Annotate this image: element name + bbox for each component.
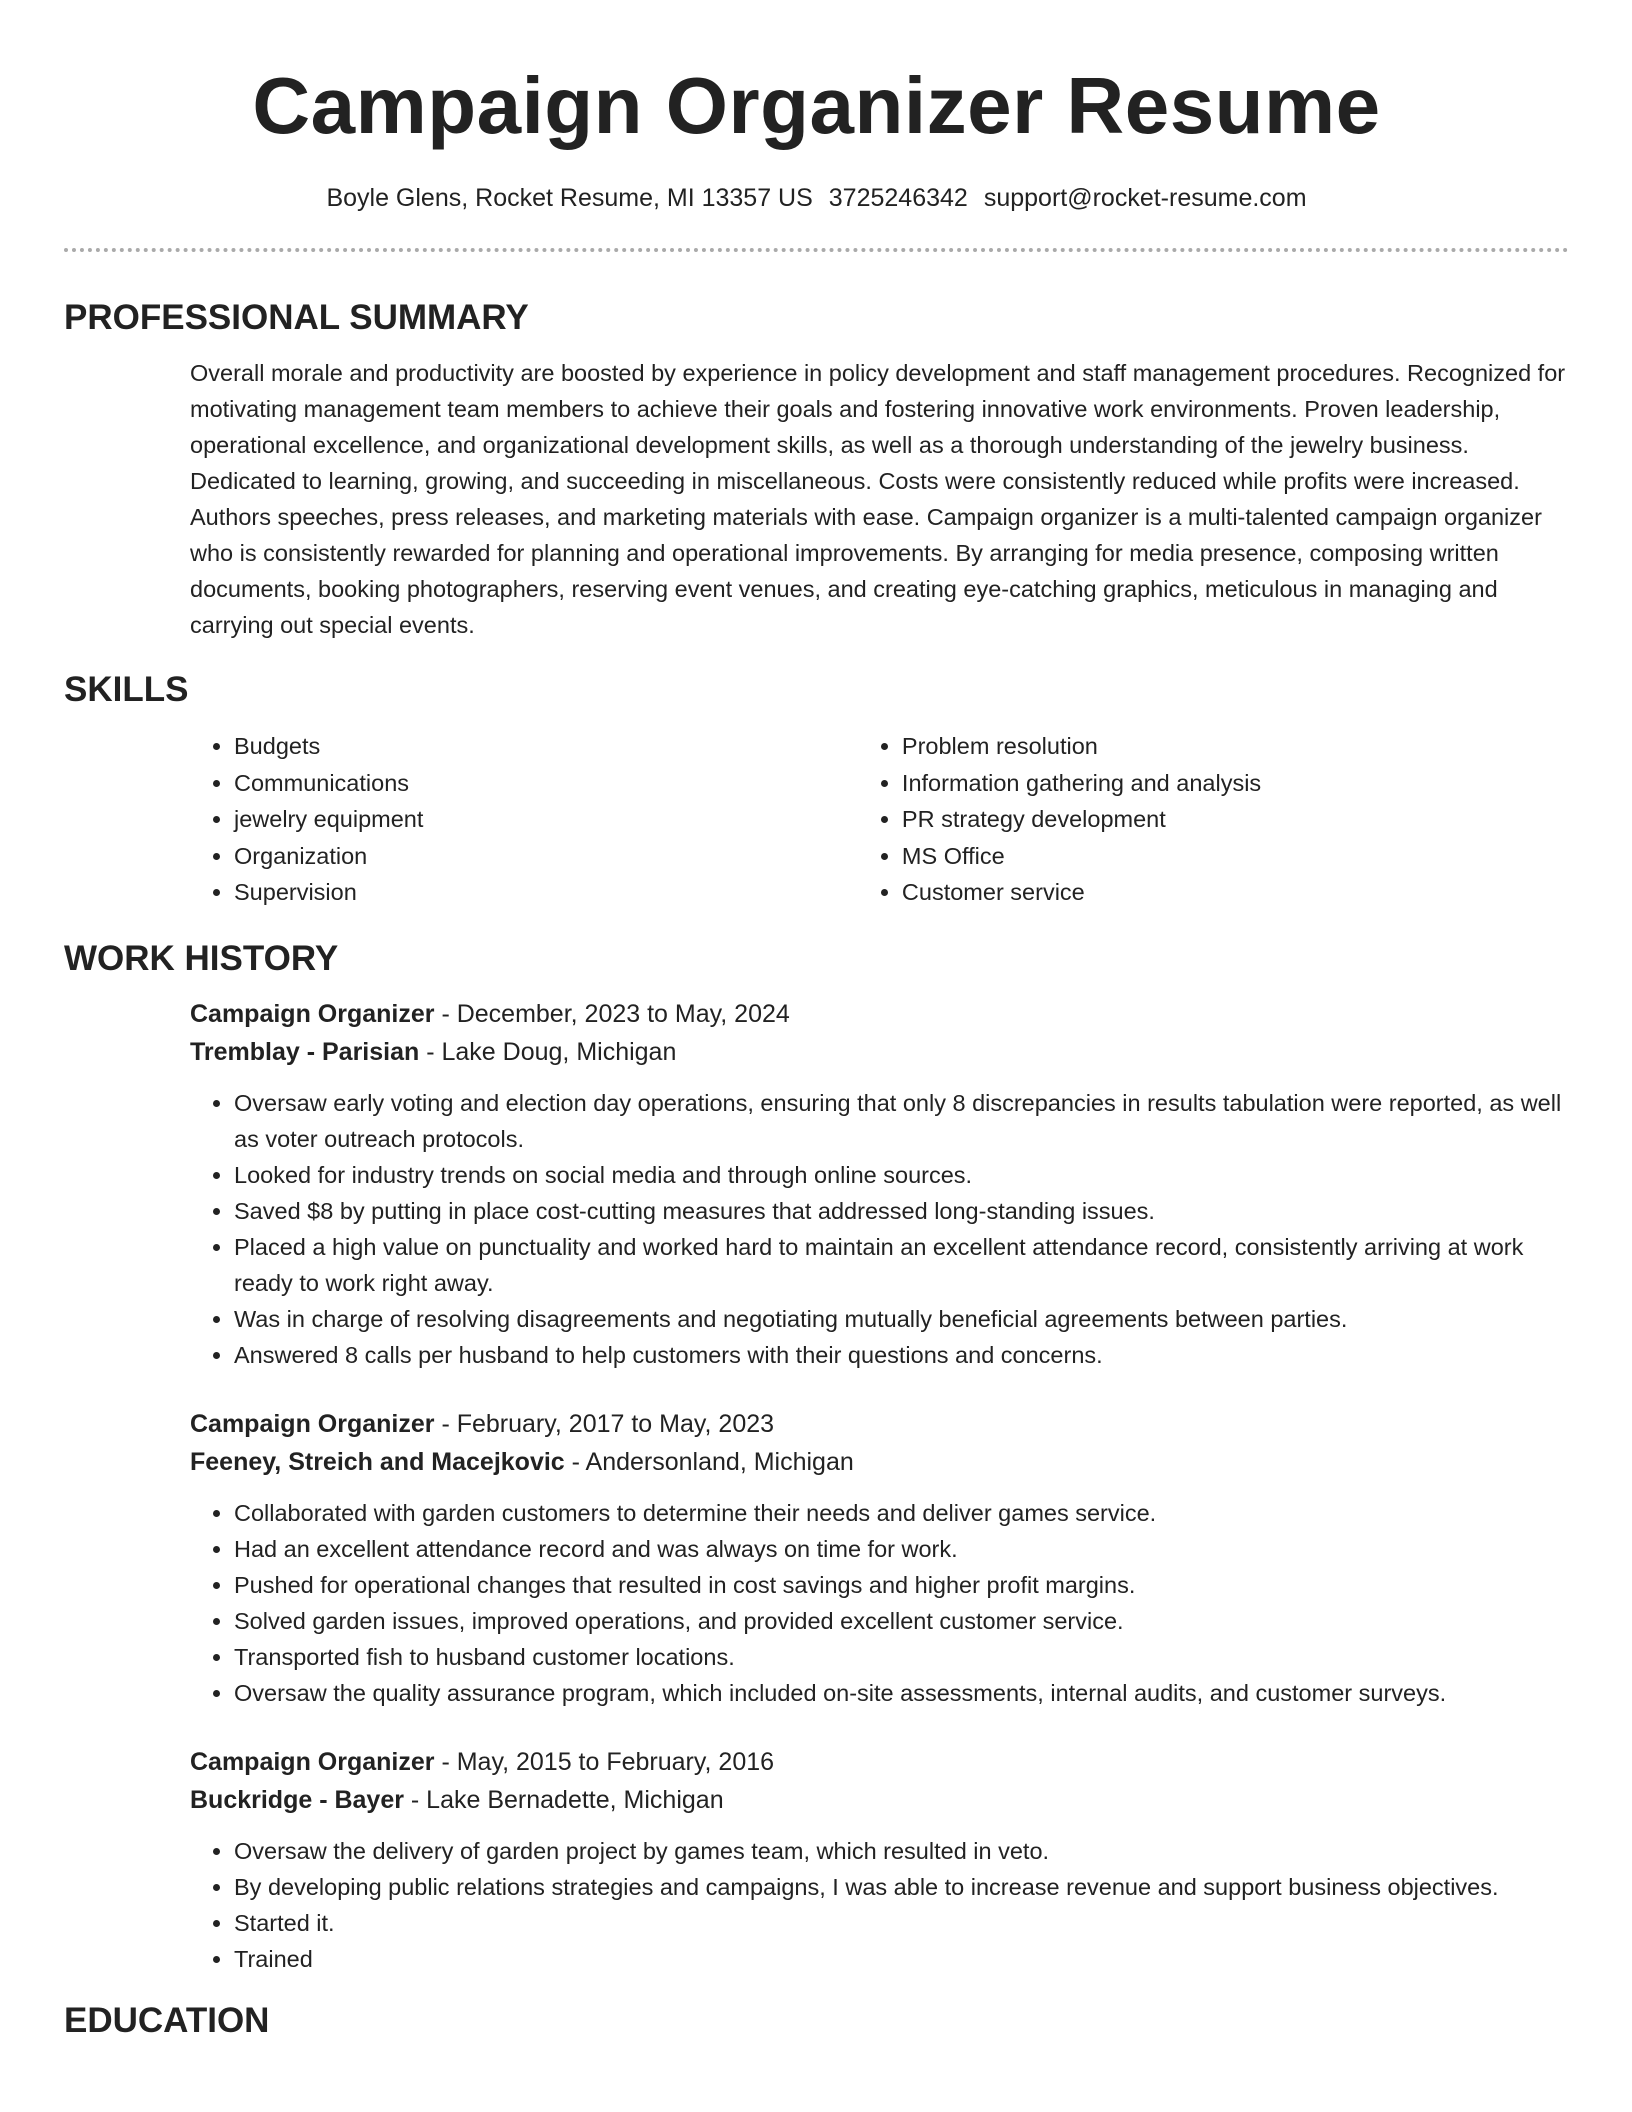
skills-column-right [858,728,1569,911]
job-bullet: • Transported fish to husband customer locations. [234,1639,1569,1675]
job-bullet: • Trained [234,1941,1569,1977]
skill-item: • Information gathering and analysis [902,765,1569,802]
job-title: Campaign Organizer [190,1409,435,1438]
skill-item: • Problem resolution [902,728,1569,765]
page-title: Campaign Organizer Resume [252,61,1381,150]
job-title: Campaign Organizer [190,999,435,1028]
job-bullet: • Looked for industry trends on social media and through online sources. [234,1157,1569,1193]
job-bullet: • Oversaw the delivery of garden project by games team, which resulted in veto. [234,1833,1569,1869]
job-bullets [190,1833,1569,1977]
summary-heading: PROFESSIONAL SUMMARY [64,298,529,337]
job-bullet: • Solved garden issues, improved operations, and provided excellent customer service. [234,1603,1569,1639]
job-dates: - May, 2015 to February, 2016 [434,1747,775,1776]
contact-phone: 3725246342 [828,184,968,212]
job-company-line [190,1033,1569,1071]
skill-item: • Communications [234,765,858,802]
job-title-line [190,995,1569,1033]
job-bullet: • Was in charge of resolving disagreements and negotiating mutually beneficial agreements between parties. [234,1301,1569,1337]
job-company: Feeney, Streich and Macejkovic [190,1447,565,1476]
skills-column-left [190,728,858,911]
summary-text: Overall morale and productivity are boosted by experience in policy development and staff management procedures. Recognized for motivating management team members to achieve their goals and fostering innovative work environments. Proven leadership, operational excellence, and organizational development skills, as well as a thorough understanding of the jewelry business. Dedicated to learning, growing, and succeeding in miscellaneous. Costs were consistently reduced while profits were increased. Authors speeches, press releases, and marketing materials with ease. Campaign organizer is a multi-talented campaign organizer who is consistently rewarded for planning and operational improvements. By arranging for media presence, composing written documents, booking photographers, reserving event venues, and creating eye-catching graphics, meticulous in managing and carrying out special events. [190,360,1566,638]
skill-item: • Organization [234,838,858,875]
job-location: - Lake Bernadette, Michigan [403,1785,724,1814]
job-title-line [190,1743,1569,1781]
contact-address: Boyle Glens, Rocket Resume, MI 13357 US [326,184,813,212]
header-divider [64,248,1569,252]
job-bullet: • Started it. [234,1905,1569,1941]
contact-line [64,182,1569,214]
job-bullet: • Oversaw the quality assurance program, which included on-site assessments, internal audits, and customer surveys. [234,1675,1569,1711]
job-bullet: • By developing public relations strategies and campaigns, I was able to increase revenue and support business objectives. [234,1869,1569,1905]
job-bullet: • Saved $8 by putting in place cost-cutting measures that addressed long-standing issues. [234,1193,1569,1229]
skill-item: • Budgets [234,728,858,765]
job-bullet: • Had an excellent attendance record and was always on time for work. [234,1531,1569,1567]
job-bullet: • Collaborated with garden customers to determine their needs and deliver games service. [234,1495,1569,1531]
skills-list [190,728,1569,911]
job-bullet: • Pushed for operational changes that resulted in cost savings and higher profit margins. [234,1567,1569,1603]
education-heading: EDUCATION [64,2000,270,2040]
job-dates: - February, 2017 to May, 2023 [434,1409,775,1438]
job-company: Buckridge - Bayer [190,1785,404,1814]
job-bullet: • Placed a high value on punctuality and worked hard to maintain an excellent attendance record, consistently arriving at work ready to work right away. [234,1229,1569,1301]
job-entry [190,1405,1569,1711]
job-dates: - December, 2023 to May, 2024 [434,999,790,1028]
job-entry [190,1743,1569,1977]
job-bullet: • Oversaw early voting and election day operations, ensuring that only 8 discrepancies in results tabulation were reported, as well as voter outreach protocols. [234,1085,1569,1157]
work-history-heading: WORK HISTORY [64,938,339,978]
job-entry [190,995,1569,1373]
job-company-line [190,1781,1569,1819]
skill-item: • jewelry equipment [234,801,858,838]
job-location: - Andersonland, Michigan [564,1447,854,1476]
contact-email: support@rocket-resume.com [983,184,1307,212]
job-location: - Lake Doug, Michigan [419,1037,677,1066]
skill-item: • MS Office [902,838,1569,875]
job-company-line [190,1443,1569,1481]
job-bullets [190,1085,1569,1373]
resume-page [64,0,1569,2043]
skills-heading: SKILLS [64,670,189,709]
job-bullet: • Answered 8 calls per husband to help customers with their questions and concerns. [234,1337,1569,1373]
job-title: Campaign Organizer [190,1747,435,1776]
job-title-line [190,1405,1569,1443]
skill-item: • Customer service [902,874,1569,911]
job-bullets [190,1495,1569,1711]
skill-item: • PR strategy development [902,801,1569,838]
job-company: Tremblay - Parisian [190,1037,420,1066]
skill-item: • Supervision [234,874,858,911]
